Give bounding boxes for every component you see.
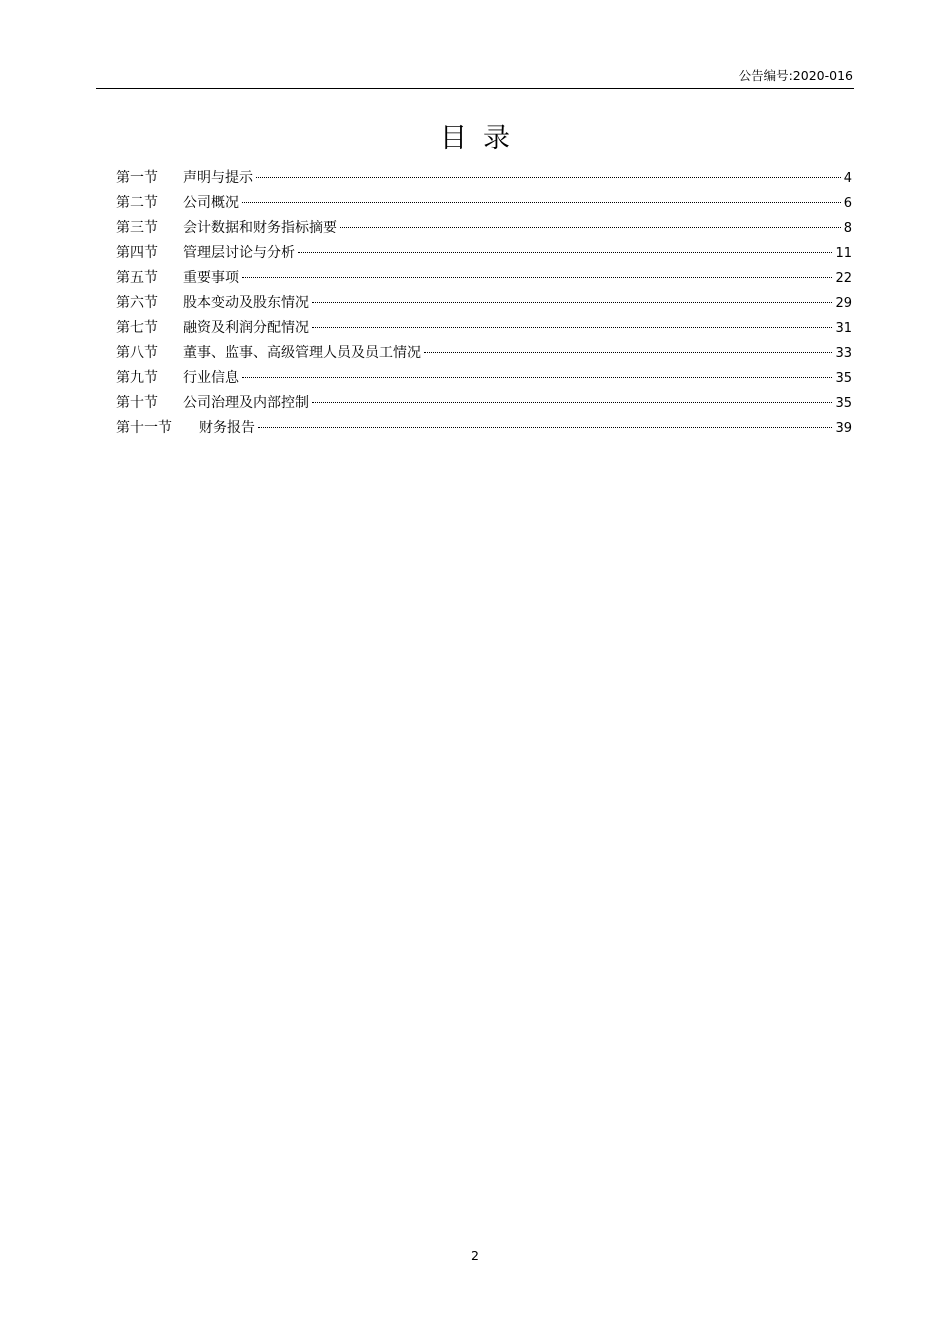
toc-section-title: 董事、监事、高级管理人员及员工情况	[183, 345, 421, 361]
toc-page-number: 35	[835, 371, 852, 386]
toc-section-number: 第七节	[116, 320, 158, 336]
toc-dot-leader	[340, 227, 841, 228]
toc-section-title: 会计数据和财务指标摘要	[183, 220, 337, 236]
toc-page-number: 22	[835, 271, 852, 286]
toc-entry-9[interactable]	[116, 366, 852, 391]
toc-page-number: 8	[843, 221, 852, 236]
toc-page-number: 35	[835, 396, 852, 411]
toc-section-title: 行业信息	[183, 370, 239, 386]
toc-entry-4[interactable]	[116, 241, 852, 266]
toc-section-title: 公司概况	[183, 195, 239, 211]
toc-title: 目录	[440, 123, 526, 154]
toc-page-number: 33	[835, 346, 852, 361]
table-of-contents	[116, 166, 852, 441]
toc-section-number: 第五节	[116, 270, 158, 286]
toc-page-number: 31	[835, 321, 852, 336]
toc-page-number: 39	[835, 421, 852, 436]
toc-dot-leader	[242, 377, 832, 378]
toc-entry-8[interactable]	[116, 341, 852, 366]
toc-dot-leader	[312, 402, 832, 403]
toc-dot-leader	[312, 302, 832, 303]
toc-page-number: 29	[835, 296, 852, 311]
toc-entry-2[interactable]	[116, 191, 852, 216]
toc-section-title: 公司治理及内部控制	[183, 395, 309, 411]
toc-section-number: 第六节	[116, 295, 158, 311]
toc-section-title: 财务报告	[199, 420, 255, 436]
toc-section-number: 第四节	[116, 245, 158, 261]
toc-dot-leader	[256, 177, 841, 178]
toc-section-number: 第八节	[116, 345, 158, 361]
toc-section-title: 重要事项	[183, 270, 239, 286]
toc-entry-1[interactable]	[116, 166, 852, 191]
toc-section-title: 声明与提示	[183, 170, 253, 186]
toc-page-number: 4	[843, 171, 852, 186]
toc-section-number: 第一节	[116, 170, 158, 186]
toc-dot-leader	[242, 202, 841, 203]
toc-dot-leader	[312, 327, 832, 328]
toc-dot-leader	[424, 352, 832, 353]
header-divider	[96, 88, 854, 89]
toc-section-title: 管理层讨论与分析	[183, 245, 295, 261]
toc-entry-10[interactable]	[116, 391, 852, 416]
toc-section-title: 融资及利润分配情况	[183, 320, 309, 336]
toc-entry-6[interactable]	[116, 291, 852, 316]
toc-section-number: 第二节	[116, 195, 158, 211]
toc-entry-5[interactable]	[116, 266, 852, 291]
toc-section-number: 第九节	[116, 370, 158, 386]
toc-page-number: 6	[843, 196, 852, 211]
toc-section-number: 第十一节	[116, 420, 172, 436]
toc-section-number: 第十节	[116, 395, 158, 411]
toc-entry-7[interactable]	[116, 316, 852, 341]
toc-entry-3[interactable]	[116, 216, 852, 241]
toc-dot-leader	[242, 277, 832, 278]
toc-entry-11[interactable]	[116, 416, 852, 441]
toc-section-title: 股本变动及股东情况	[183, 295, 309, 311]
toc-section-number: 第三节	[116, 220, 158, 236]
toc-dot-leader	[298, 252, 832, 253]
toc-dot-leader	[258, 427, 832, 428]
toc-page-number: 11	[835, 246, 852, 261]
footer-page-number: 2	[471, 1248, 479, 1263]
announcement-code: 公告编号:2020-016	[738, 68, 853, 83]
